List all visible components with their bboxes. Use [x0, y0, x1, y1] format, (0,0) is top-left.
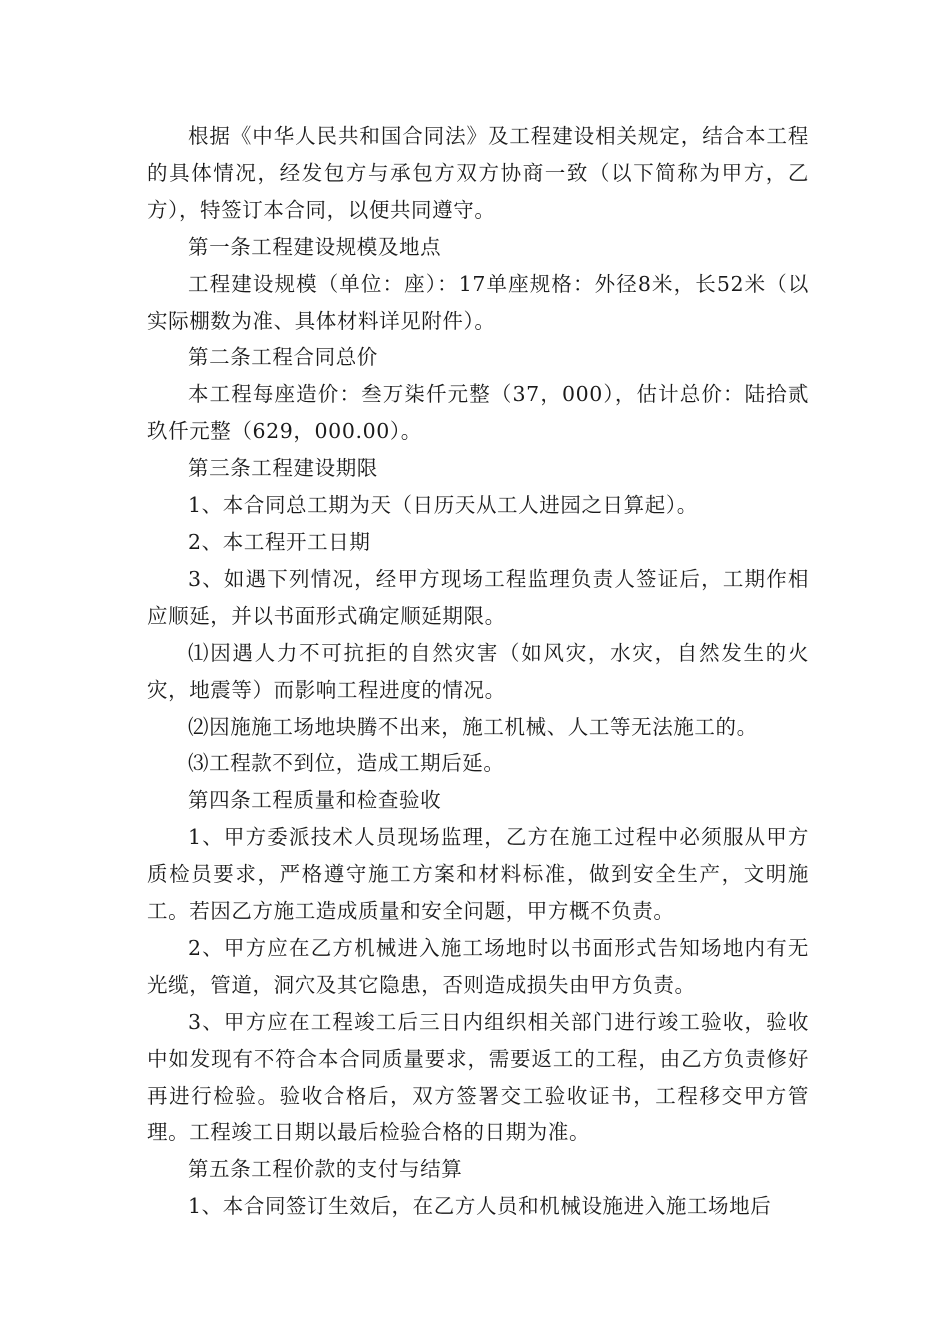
article-3-subitem-1: ⑴因遇人力不可抗拒的自然灾害（如风灾，水灾，自然发生的火灾，地震等）而影响工程进度的情况。: [147, 640, 809, 702]
article-4-item-3: 3、甲方应在工程竣工后三日内组织相关部门进行竣工验收，验收中如发现有不符合本合同质量要求，需要返工的工程，由乙方负责修好再进行检验。验收合格后，双方签署交工验收证书，工程移交甲方管理。工程竣工日期以最后检验合格的日期为准。: [147, 1009, 809, 1145]
article-4-heading: 第四条工程质量和检查验收: [188, 788, 442, 813]
article-2-heading: 第二条工程合同总价: [188, 345, 378, 370]
article-1-scale-paragraph: 工程建设规模（单位：座）：17单座规格：外径8米，长52米（以实际棚数为准、具体材料详见附件）。: [147, 271, 809, 333]
article-5-item-1: 1、本合同签订生效后，在乙方人员和机械设施进入施工场地后: [188, 1194, 772, 1219]
article-2-price-paragraph: 本工程每座造价：叁万柒仟元整（37，000），估计总价：陆拾贰玖仟元整（629，000.00）。: [147, 382, 809, 444]
article-3-heading: 第三条工程建设期限: [188, 456, 378, 481]
article-3-subitem-2: ⑵因施施工场地块腾不出来，施工机械、人工等无法施工的。: [188, 714, 758, 739]
article-4-item-2: 2、甲方应在乙方机械进入施工场地时以书面形式告知场地内有无光缆，管道，洞穴及其它隐患，否则造成损失由甲方负责。: [147, 935, 809, 997]
article-3-item-2: 2、本工程开工日期: [188, 529, 371, 554]
article-3-subitem-3: ⑶工程款不到位，造成工期后延。: [188, 751, 505, 776]
article-3-item-1: 1、本合同总工期为天（日历天从工人进园之日算起）。: [188, 493, 698, 518]
contract-body: [147, 118, 809, 1225]
article-1-heading: 第一条工程建设规模及地点: [188, 234, 442, 259]
article-4-item-1: 1、甲方委派技术人员现场监理，乙方在施工过程中必须服从甲方质检员要求，严格遵守施工方案和材料标准，做到安全生产，文明施工。若因乙方施工造成质量和安全问题，甲方概不负责。: [147, 825, 809, 924]
article-3-item-3: 3、如遇下列情况，经甲方现场工程监理负责人签证后，工期作相应顺延，并以书面形式确定顺延期限。: [147, 566, 809, 628]
preamble-paragraph: 根据《中华人民共和国合同法》及工程建设相关规定，结合本工程的具体情况，经发包方与承包方双方协商一致（以下简称为甲方，乙方），特签订本合同，以便共同遵守。: [147, 124, 809, 222]
article-5-heading: 第五条工程价款的支付与结算: [188, 1157, 463, 1182]
